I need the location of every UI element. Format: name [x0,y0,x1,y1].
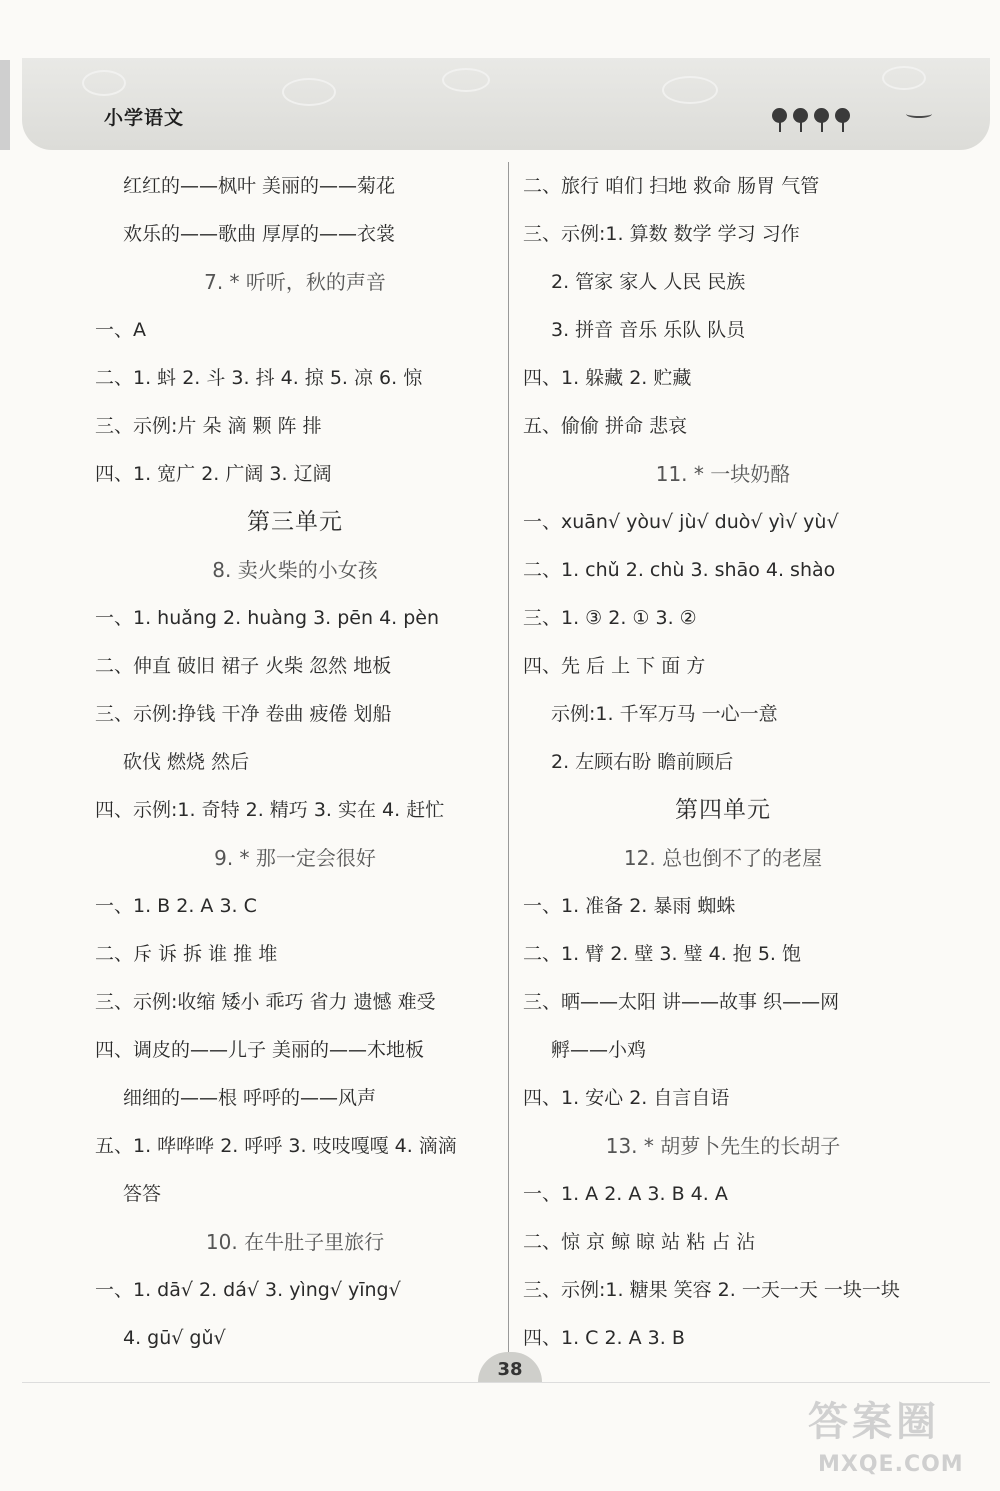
answer-line: 四、1. C 2. A 3. B [523,1327,685,1349]
unit-heading: 第四单元 [675,797,771,823]
dot-icon [814,108,829,123]
answer-line: 二、1. chǔ 2. chù 3. shāo 4. shào [523,559,836,581]
answer-line: 四、1. 躲藏 2. 贮藏 [523,367,692,389]
answer-line: 四、1. 安心 2. 自言自语 [523,1087,730,1109]
cloud-decoration [662,76,718,104]
answer-line: 二、斥 诉 拆 谁 推 堆 [95,943,278,965]
answer-line: 二、1. 蚪 2. 斗 3. 抖 4. 掠 5. 凉 6. 惊 [95,367,423,389]
lesson-heading: 7. * 听听，秋的声音 [204,270,386,294]
answer-line: 三、示例:1. 算数 数学 学习 习作 [523,223,800,245]
answer-line: 四、示例:1. 奇特 2. 精巧 3. 实在 4. 赶忙 [95,799,445,821]
answer-line: 三、晒——太阳 讲——故事 织——网 [523,991,840,1013]
book-title: 小学语文 [104,107,185,129]
answer-line: 一、1. huǎng 2. huàng 3. pēn 4. pèn [95,607,440,629]
cloud-decoration [82,70,126,96]
cloud-decoration [282,78,336,106]
lesson-heading: 8. 卖火柴的小女孩 [212,558,378,582]
dot-icon [835,108,850,123]
lesson-heading: 10. 在牛肚子里旅行 [205,1230,385,1254]
cloud-decoration [442,68,490,92]
answer-line: 2. 管家 家人 人民 民族 [551,271,746,293]
answer-line: 三、示例:片 朵 滴 颗 阵 排 [95,415,322,437]
answer-line: 砍伐 燃烧 然后 [123,751,250,773]
answer-line: 2. 左顾右盼 瞻前顾后 [551,751,734,773]
answer-line: 三、示例:1. 糖果 笑容 2. 一天一天 一块一块 [523,1279,900,1301]
left-column [95,162,515,1362]
answer-line: 答答 [123,1183,162,1205]
bird-icon [906,110,932,118]
answer-line: 3. 拼音 音乐 乐队 队员 [551,319,746,341]
answer-line: 二、惊 京 鲸 晾 站 粘 占 沾 [523,1231,756,1253]
answer-line: 三、1. ③ 2. ① 3. ② [523,607,697,629]
answer-line: 一、1. dā√ 2. dá√ 3. yìng√ yīng√ [95,1279,401,1301]
column-divider [508,162,509,1357]
answer-line: 五、1. 哗哗哗 2. 呼呼 3. 吱吱嘎嘎 4. 滴滴 [95,1135,457,1157]
lesson-heading: 12. 总也倒不了的老屋 [623,846,823,870]
lesson-heading: 13. * 胡萝卜先生的长胡子 [605,1134,841,1158]
footer-rule [22,1382,990,1383]
answer-line: 4. gū√ gǔ√ [123,1327,226,1349]
watermark-logo: 答案圈 [808,1399,940,1445]
answer-line: 一、1. A 2. A 3. B 4. A [523,1183,728,1205]
answer-line: 五、偷偷 拼命 悲哀 [523,415,688,437]
lesson-heading: 9. * 那一定会很好 [214,846,376,870]
answer-line: 二、1. 臂 2. 壁 3. 璧 4. 抱 5. 饱 [523,943,801,965]
unit-heading: 第三单元 [247,509,343,535]
answer-line: 一、1. 准备 2. 暴雨 蜘蛛 [523,895,736,917]
dot-icon [772,108,787,123]
answer-line: 示例:1. 千军万马 一心一意 [551,703,778,725]
right-column [523,162,943,1362]
answer-line: 二、伸直 破旧 裙子 火柴 忽然 地板 [95,655,392,677]
lesson-heading: 11. * 一块奶酪 [655,462,791,486]
answer-line: 一、A [95,319,146,341]
answer-line: 细细的——根 呼呼的——风声 [123,1087,377,1109]
dot-icon [793,108,808,123]
decorative-dots [772,108,850,123]
answer-line: 四、1. 宽广 2. 广阔 3. 辽阔 [95,463,332,485]
answer-line: 一、1. B 2. A 3. C [95,895,257,917]
page-number: 38 [478,1352,542,1382]
answer-line: 三、示例:挣钱 干净 卷曲 疲倦 划船 [95,703,392,725]
watermark-url: MXQE.COM [818,1452,964,1477]
answer-line: 四、先 后 上 下 面 方 [523,655,706,677]
answer-line: 四、调皮的——儿子 美丽的——木地板 [95,1039,425,1061]
page-edge-shadow [0,60,10,150]
answer-line: 二、旅行 咱们 扫地 救命 肠胃 气管 [523,175,820,197]
answer-line: 红红的——枫叶 美丽的——菊花 [123,175,396,197]
cloud-decoration [882,66,926,90]
answer-line: 三、示例:收缩 矮小 乖巧 省力 遗憾 难受 [95,991,436,1013]
answer-line: 一、xuān√ yòu√ jù√ duò√ yì√ yù√ [523,511,839,533]
answer-line: 孵——小鸡 [551,1039,647,1061]
answer-line: 欢乐的——歌曲 厚厚的——衣裳 [123,223,396,245]
